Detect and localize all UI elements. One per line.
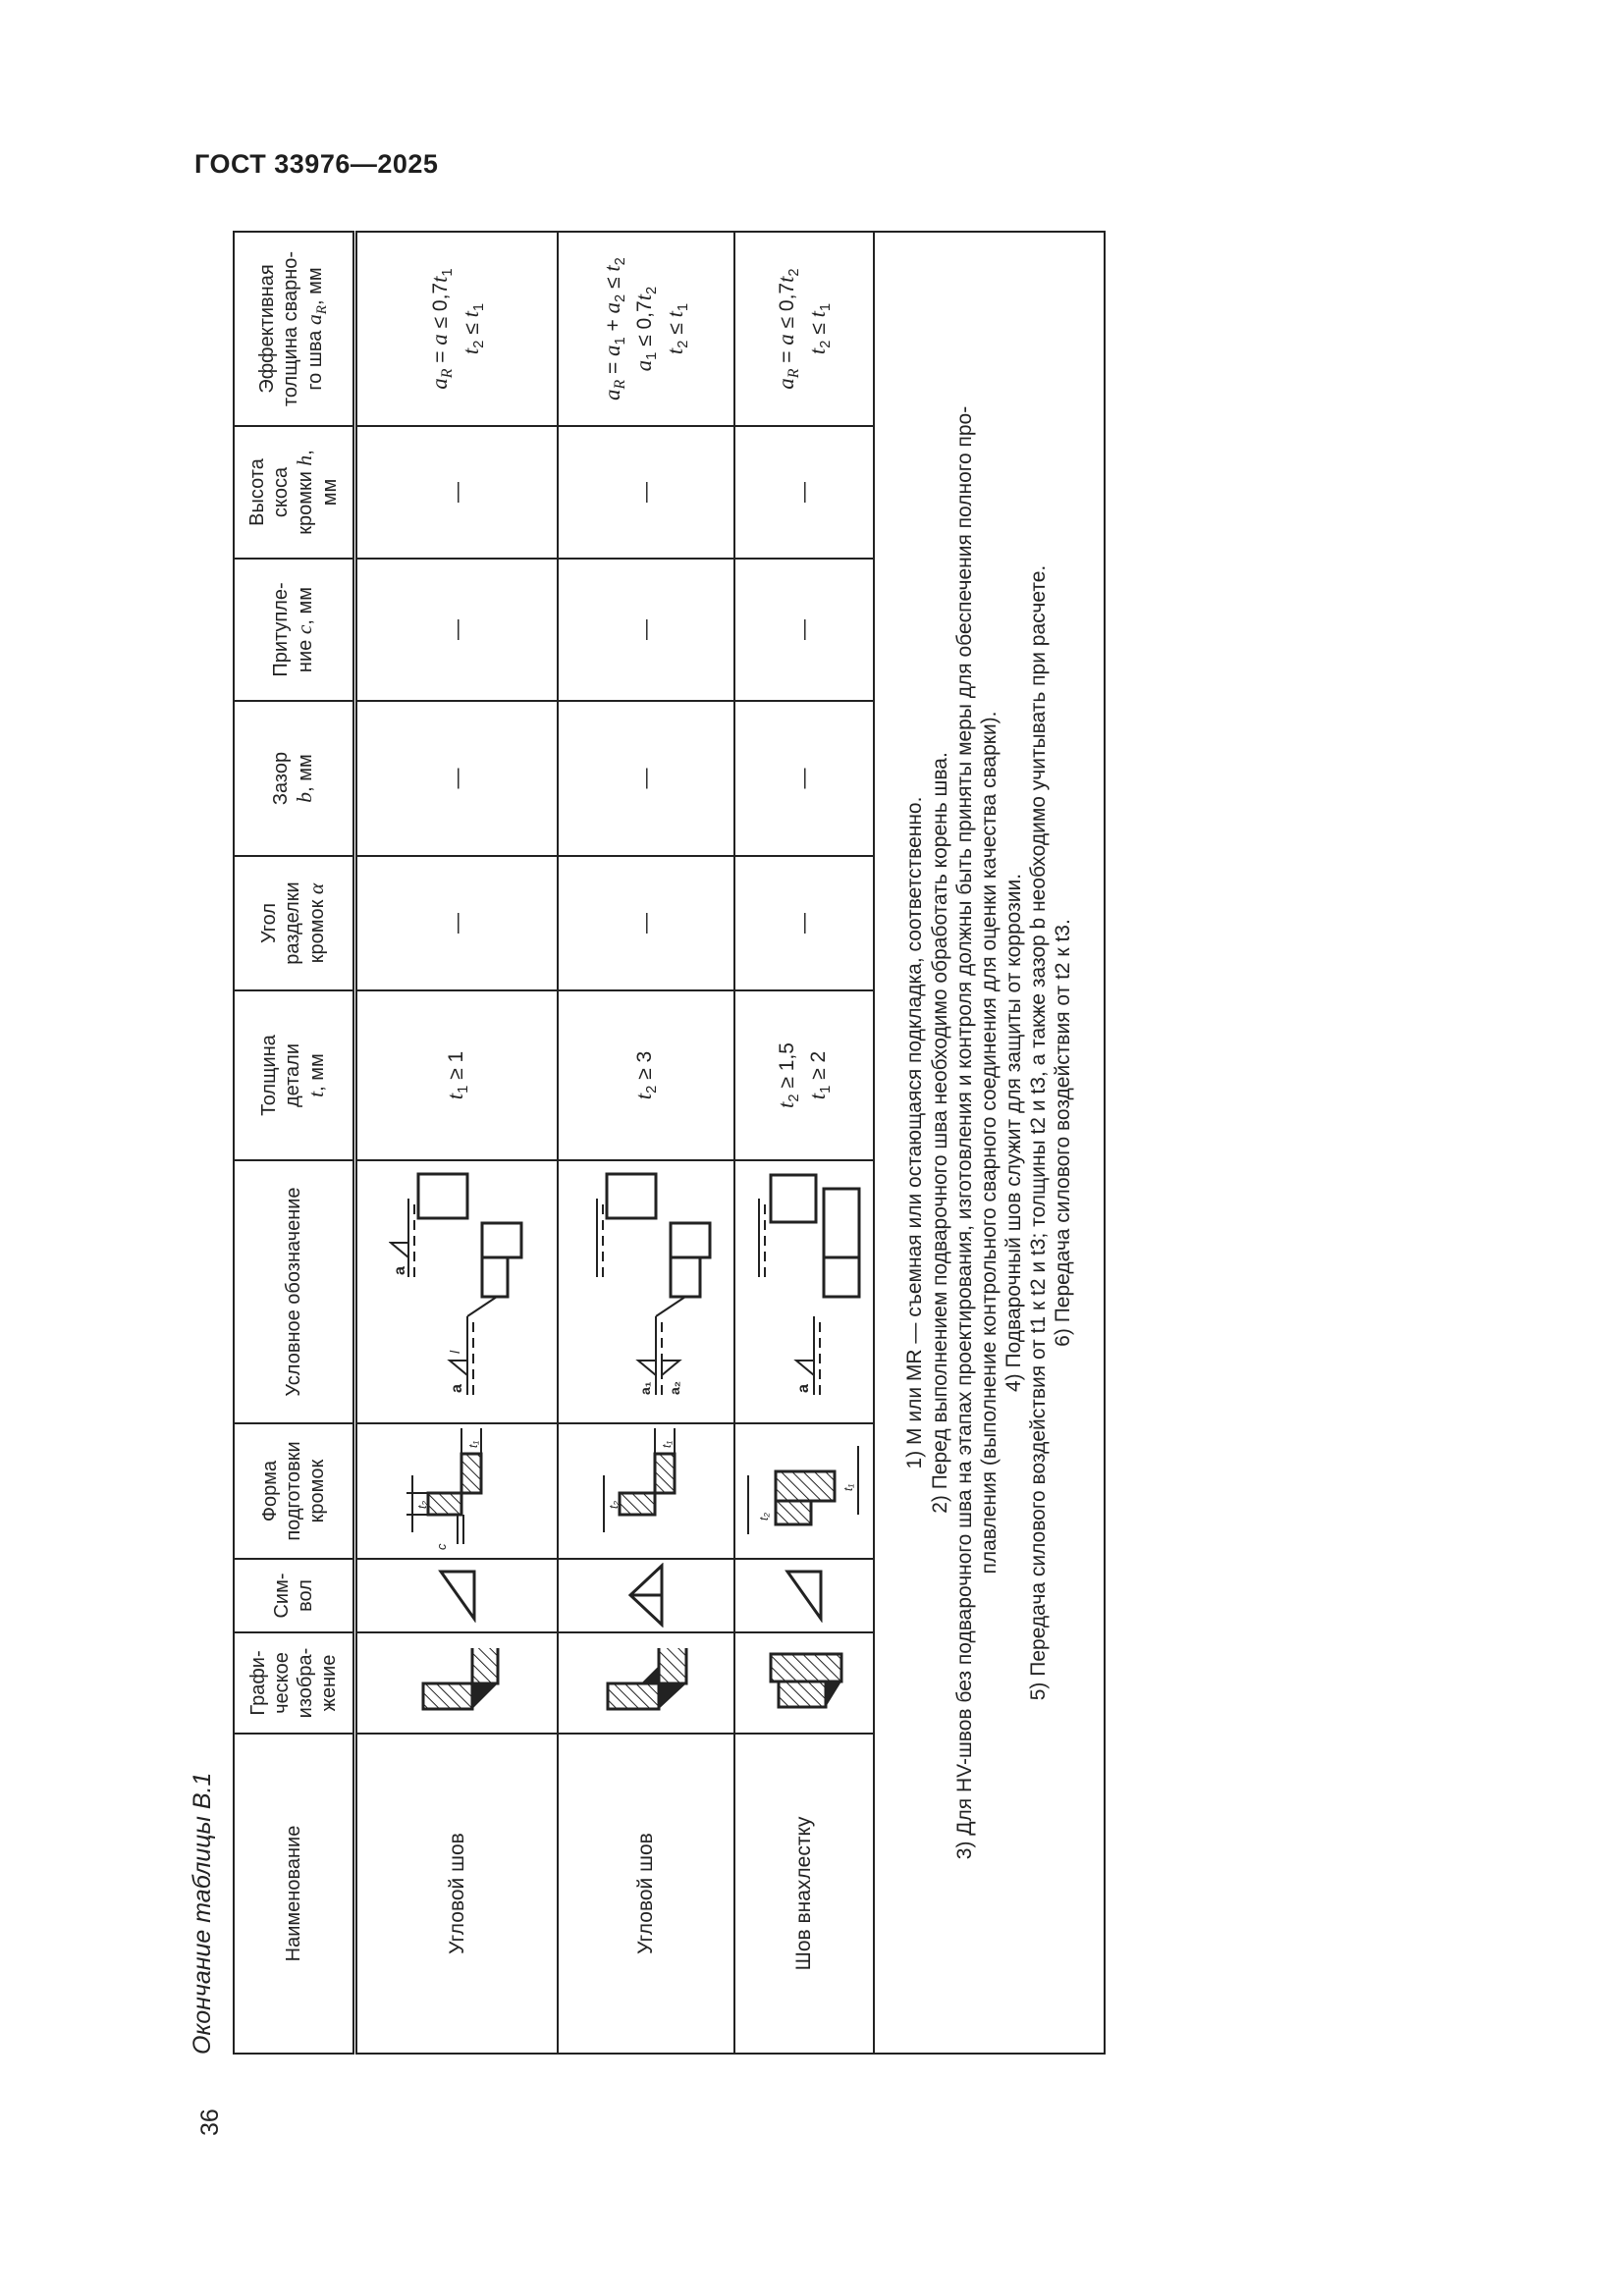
edge-preparation-drawing-icon — [734, 1423, 874, 1559]
fillet-symbol-icon — [355, 1559, 559, 1632]
bevel-height-value: — — [734, 426, 874, 559]
footnote-3-continued: плавления (выполнение контрольного сварного соединения для оценки качества сварки). — [977, 711, 1001, 1575]
footnote-2: 2) Перед выполнением подварочного шва необходимо обработать корень шва. — [928, 752, 951, 1514]
row-name: Шов внахлестку — [734, 1734, 874, 2054]
col-header-thickness: Толщина детали t, мм — [234, 990, 355, 1160]
svg-text:t₂: t₂ — [414, 1501, 429, 1509]
table-row — [558, 232, 734, 2054]
svg-text:a₁: a₁ — [637, 1381, 653, 1395]
svg-text:c: c — [433, 1543, 449, 1550]
footnotes-row — [874, 232, 1105, 2054]
weld-designation-drawing-icon — [355, 1160, 559, 1423]
thickness-value: $t_2 \ge 3$ — [558, 990, 734, 1160]
edge-preparation-drawing-icon — [558, 1423, 734, 1559]
col-header-root-face: Притупле- ние c, мм — [234, 559, 355, 701]
effective-thickness-value: $a_R = a \le 0,7t_2$ $t_2 \le t_1$ — [734, 232, 874, 426]
document-header: ГОСТ 33976—2025 — [194, 149, 439, 179]
svg-text:a₂: a₂ — [667, 1380, 682, 1395]
col-header-effective-thickness: Эффективная толщина сварно- го шва $a_R$, мм — [234, 232, 355, 426]
col-header-angle: Угол разделки кромок α — [234, 856, 355, 990]
table-caption: Окончание таблицы В.1 — [189, 1772, 216, 2055]
page-number: 36 — [196, 2109, 224, 2136]
angle-value: — — [734, 856, 874, 990]
col-header-designation: Условное обозначение — [234, 1160, 355, 1423]
footnotes — [874, 232, 1105, 2054]
weld-table — [233, 231, 1106, 2055]
root-face-value: — — [558, 559, 734, 701]
footnote-4: 4) Подварочный шов служит для защиты от коррозии. — [1002, 873, 1026, 1393]
svg-text:t₂: t₂ — [757, 1513, 771, 1521]
double-fillet-symbol-icon — [558, 1559, 734, 1632]
angle-value: — — [558, 856, 734, 990]
col-header-symbol: Сим- вол — [234, 1559, 355, 1632]
svg-text:a: a — [795, 1384, 812, 1393]
effective-thickness-value: $a_R = a \le 0,7t_1$ $t_2 \le t_1$ — [355, 232, 559, 426]
table-header-row — [234, 232, 355, 2054]
row-name: Угловой шов — [355, 1734, 559, 2054]
gap-value: — — [734, 701, 874, 856]
col-header-name: Наименование — [234, 1734, 355, 2054]
bevel-height-value: — — [558, 426, 734, 559]
col-header-bevel-height: Высота скоса кромки h, мм — [234, 426, 355, 559]
svg-text:t₁: t₁ — [465, 1440, 480, 1448]
thickness-value: $t_1 \ge 1$ — [355, 990, 559, 1160]
footnote-1: 1) М или MR — съемная или остающаяся подкладка, соответственно. — [903, 796, 927, 1469]
table-row — [734, 232, 874, 2054]
svg-text:t₂: t₂ — [607, 1501, 621, 1509]
effective-thickness-value: $a_R = a_1 + a_2 \le t_2$ $a_1 \le 0,7t_2$ $t_2 \le t_1$ — [558, 232, 734, 426]
svg-text:t₁: t₁ — [841, 1483, 855, 1491]
weld-designation-drawing-icon — [558, 1160, 734, 1423]
footnote-5: 5) Передача силового воздействия от t1 к t2 и t3; толщины t2 и t3, а также зазор b необходимо учитывать при расчете. — [1027, 564, 1051, 1701]
svg-text:a: a — [391, 1266, 408, 1275]
col-header-edge-shape: Форма подготовки кромок — [234, 1423, 355, 1559]
svg-text:a: a — [448, 1384, 465, 1393]
row-name: Угловой шов — [558, 1734, 734, 2054]
svg-text:t₁: t₁ — [660, 1440, 674, 1448]
col-header-gap: Зазор b, мм — [234, 701, 355, 856]
svg-text:l: l — [446, 1350, 462, 1354]
edge-preparation-drawing-icon — [355, 1423, 559, 1559]
angle-value: — — [355, 856, 559, 990]
bevel-height-value: — — [355, 426, 559, 559]
weld-graphic-icon — [355, 1632, 559, 1734]
col-header-graphic: Графи- ческое изобра- жение — [234, 1632, 355, 1734]
fillet-symbol-icon — [734, 1559, 874, 1632]
table-row — [355, 232, 559, 2054]
thickness-value: $t_2 \ge 1,5$ $t_1 \ge 2$ — [734, 990, 874, 1160]
gap-value: — — [558, 701, 734, 856]
gap-value: — — [355, 701, 559, 856]
root-face-value: — — [355, 559, 559, 701]
rotated-table-container — [233, 233, 1093, 2055]
footnote-3: 3) Для HV-швов без подварочного шва на этапах проектирования, изготовления и контроля должны быть приняты меры для обеспечения полного про- — [952, 405, 976, 1860]
footnote-6: 6) Передача силового воздействия от t2 к t3. — [1052, 919, 1075, 1347]
weld-graphic-icon — [558, 1632, 734, 1734]
root-face-value: — — [734, 559, 874, 701]
weld-graphic-icon — [734, 1632, 874, 1734]
weld-designation-drawing-icon — [734, 1160, 874, 1423]
